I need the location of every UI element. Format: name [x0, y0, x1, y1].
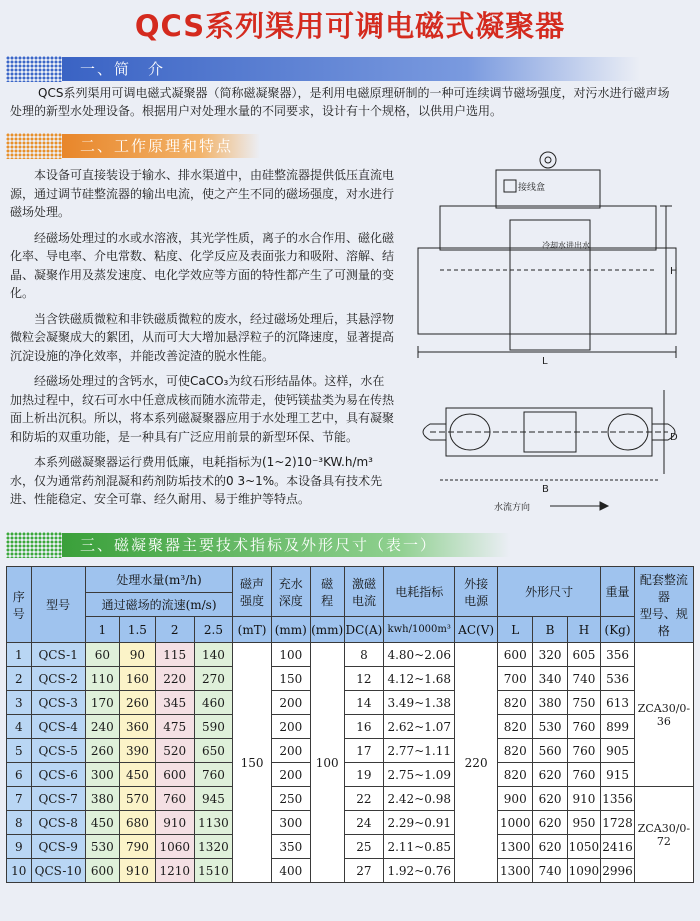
th-capacity: 处理水量(m³/h)	[85, 567, 233, 593]
cell-weight: 613	[601, 691, 635, 715]
cell-b: 560	[533, 739, 567, 763]
cell-power: 4.80~2.06	[384, 643, 455, 667]
intro-text: QCS系列渠用可调电磁式凝聚器（简称磁凝聚器），是利用电磁原理研制的一种可连续调节磁场强度，对污水进行磁声场处理的新型水处理设备。根据用户对处理水量的不同要求，设计有十个规格，以供用户选用。	[10, 86, 670, 118]
cell-q2: 760	[155, 787, 194, 811]
cell-depth: 350	[271, 835, 310, 859]
cell-h: 760	[567, 763, 601, 787]
cell-q25: 140	[194, 643, 233, 667]
th-velocity: 通过磁场的流速(m/s)	[85, 593, 233, 617]
cell-l: 900	[498, 787, 533, 811]
junction-box-label: 接线盒	[518, 183, 546, 193]
th-v2: 2	[155, 617, 194, 643]
cell-q15: 90	[119, 643, 155, 667]
cell-model: QCS-3	[31, 691, 85, 715]
dim-b-label: B	[542, 484, 549, 495]
cell-q2: 220	[155, 667, 194, 691]
cell-model: QCS-10	[31, 859, 85, 883]
cell-weight: 1728	[601, 811, 635, 835]
cell-b: 620	[533, 811, 567, 835]
cell-depth: 100	[271, 643, 310, 667]
cell-power: 3.49~1.38	[384, 691, 455, 715]
principle-paragraph: 经磁场处理过的水或水溶液，其光学性质，离子的水合作用、磁化磁化率、导电率、介电常数、粘度、化学反应及表面张力和吸附、溶解、结晶、凝聚作用及蒸发速度、电化学效应等方面的特性都产生了可测量的变化。	[10, 230, 395, 300]
cell-h: 910	[567, 787, 601, 811]
th-supply: 外接 电源	[455, 567, 498, 617]
cell-dc: 24	[344, 811, 384, 835]
cell-q1: 530	[85, 835, 119, 859]
cell-b: 620	[533, 787, 567, 811]
dim-d-label: D	[670, 432, 678, 443]
cell-no: 9	[7, 835, 32, 859]
top-housing	[496, 170, 600, 208]
th-dims: 外形尺寸	[498, 567, 601, 617]
cell-q1: 60	[85, 643, 119, 667]
section-heading-specs-label: 三、磁凝聚器主要技术指标及外形尺寸（表一）	[62, 533, 510, 557]
spec-table	[6, 566, 694, 883]
cell-h: 740	[567, 667, 601, 691]
cell-model: QCS-9	[31, 835, 85, 859]
cell-q15: 570	[119, 787, 155, 811]
cell-model: QCS-6	[31, 763, 85, 787]
cell-q25: 650	[194, 739, 233, 763]
th-depth: 充水 深度	[271, 567, 310, 617]
cell-no: 8	[7, 811, 32, 835]
th-power-unit: kwh/1000m³	[384, 617, 455, 643]
th-v1: 1	[85, 617, 119, 643]
cell-b: 740	[533, 859, 567, 883]
section-heading-intro	[6, 56, 640, 82]
cell-no: 10	[7, 859, 32, 883]
cell-model: QCS-5	[31, 739, 85, 763]
th-field: 磁声 强度	[233, 567, 271, 617]
cell-b: 620	[533, 835, 567, 859]
table-row	[7, 715, 694, 739]
cell-q25: 945	[194, 787, 233, 811]
cell-depth: 250	[271, 787, 310, 811]
th-no: 序号	[7, 567, 32, 643]
cell-q2: 475	[155, 715, 194, 739]
lifting-ring-inner	[545, 157, 551, 163]
cell-b: 340	[533, 667, 567, 691]
cell-b: 620	[533, 763, 567, 787]
cell-q25: 1320	[194, 835, 233, 859]
cell-field-strength: 150	[233, 643, 271, 883]
cell-q25: 270	[194, 667, 233, 691]
dim-l-label: L	[542, 356, 548, 367]
cell-q25: 460	[194, 691, 233, 715]
th-dh: H	[567, 617, 601, 643]
lifting-ring	[540, 152, 556, 168]
th-range-unit: (mm)	[310, 617, 344, 643]
page-title: QCS系列渠用可调电磁式凝聚器	[134, 9, 566, 43]
cell-weight: 2416	[601, 835, 635, 859]
cell-q25: 760	[194, 763, 233, 787]
cell-q15: 160	[119, 667, 155, 691]
dim-h-label: H	[670, 266, 678, 277]
cell-power: 2.75~1.09	[384, 763, 455, 787]
cell-h: 760	[567, 715, 601, 739]
th-supply-unit: AC(V)	[455, 617, 498, 643]
cell-depth: 150	[271, 667, 310, 691]
cell-h: 1090	[567, 859, 601, 883]
cell-dc: 8	[344, 643, 384, 667]
th-weight-unit: (Kg)	[601, 617, 635, 643]
cell-weight: 2996	[601, 859, 635, 883]
cell-power: 2.11~0.85	[384, 835, 455, 859]
cell-q15: 390	[119, 739, 155, 763]
cell-q2: 910	[155, 811, 194, 835]
cell-weight: 1356	[601, 787, 635, 811]
dot-grid-decoration	[6, 532, 62, 558]
cell-rectifier-1: ZCA30/0-36	[634, 643, 693, 787]
dot-grid-decoration	[6, 133, 62, 159]
table-row	[7, 859, 694, 883]
cell-h: 760	[567, 739, 601, 763]
cell-dc: 25	[344, 835, 384, 859]
cell-weight: 899	[601, 715, 635, 739]
cell-q1: 600	[85, 859, 119, 883]
section-heading-principle-label: 二、工作原理和特点	[62, 134, 260, 158]
cell-no: 6	[7, 763, 32, 787]
cell-weight: 905	[601, 739, 635, 763]
cell-h: 605	[567, 643, 601, 667]
section-heading-specs	[6, 532, 510, 558]
cell-weight: 356	[601, 643, 635, 667]
cell-depth: 400	[271, 859, 310, 883]
th-v15: 1.5	[119, 617, 155, 643]
cell-power: 4.12~1.68	[384, 667, 455, 691]
th-weight: 重量	[601, 567, 635, 617]
cell-q15: 680	[119, 811, 155, 835]
th-excitation: 激磁 电流	[344, 567, 384, 617]
cell-model: QCS-7	[31, 787, 85, 811]
cell-q2: 1060	[155, 835, 194, 859]
cell-weight: 536	[601, 667, 635, 691]
cell-q15: 790	[119, 835, 155, 859]
cell-model: QCS-4	[31, 715, 85, 739]
cell-l: 1300	[498, 859, 533, 883]
th-exc-unit: DC(A)	[344, 617, 384, 643]
principle-paragraph: 当含铁磁质微粒和非铁磁质微粒的废水，经过磁场处理后，其悬浮物微粒会凝聚成大的絮团，从而可大大增加悬浮粒子的沉降速度，显著提高沉淀设施的净化效率，并能改善淀渣的脱水性能。	[10, 311, 395, 363]
principle-paragraph: 本设备可直接装设于输水、排水渠道中，由硅整流器提供低压直流电源，通过调节硅整流器的输出电流，使之产生不同的磁场强度，对水进行磁场处理。	[10, 168, 395, 219]
cell-dc: 22	[344, 787, 384, 811]
th-rectifier: 配套整流器 型号、规格	[634, 567, 693, 643]
cell-q2: 115	[155, 643, 194, 667]
cell-q1: 240	[85, 715, 119, 739]
cell-q15: 260	[119, 691, 155, 715]
cooling-water-label: 冷却水进出水	[542, 241, 590, 250]
cell-dc: 27	[344, 859, 384, 883]
cell-dc: 17	[344, 739, 384, 763]
cell-q2: 520	[155, 739, 194, 763]
cell-weight: 915	[601, 763, 635, 787]
technical-drawing-svg	[410, 150, 692, 520]
cell-no: 7	[7, 787, 32, 811]
cell-q1: 110	[85, 667, 119, 691]
cell-model: QCS-8	[31, 811, 85, 835]
principle-paragraph: 经磁场处理过的含钙水，可使CaCO₃为纹石形结晶体。这样，水在加热过程中，纹石可水中任意成核而随水流带走，使钙镁盐类为易在传热面上析出沉积。所以，将本系列磁凝聚器应用于水处理工艺中，具有凝聚和防垢的双重功能，是一种具有广泛应用前景的新型环保、节能。	[10, 374, 395, 444]
cell-l: 1300	[498, 835, 533, 859]
cell-b: 380	[533, 691, 567, 715]
table-row	[7, 835, 694, 859]
section-heading-principle	[6, 133, 260, 159]
cell-depth: 200	[271, 691, 310, 715]
table-row	[7, 763, 694, 787]
cell-no: 5	[7, 739, 32, 763]
th-field-unit: (mT)	[233, 617, 271, 643]
cell-l: 820	[498, 715, 533, 739]
cell-l: 600	[498, 643, 533, 667]
cell-q15: 910	[119, 859, 155, 883]
cell-q2: 600	[155, 763, 194, 787]
cell-h: 750	[567, 691, 601, 715]
cell-l: 1000	[498, 811, 533, 835]
cell-power: 2.62~1.07	[384, 715, 455, 739]
principle-paragraph: 本系列磁凝聚器运行费用低廉，电耗指标为(1~2)10⁻³KW.h/m³水，仅为通常药剂混凝和药剂防垢技术的0 3~1%。本设备具有技术先进、性能稳定、安全可靠、经久耐用、易于维护等特点。	[10, 455, 383, 506]
table-row	[7, 739, 694, 763]
cell-ac-supply: 220	[455, 643, 498, 883]
cell-q2: 1210	[155, 859, 194, 883]
th-dl: L	[498, 617, 533, 643]
junction-box-mark	[504, 180, 516, 192]
cell-depth: 200	[271, 715, 310, 739]
th-depth-unit: (mm)	[271, 617, 310, 643]
cell-power: 2.29~0.91	[384, 811, 455, 835]
principle-text	[10, 166, 395, 509]
cell-no: 4	[7, 715, 32, 739]
cell-depth: 200	[271, 739, 310, 763]
cell-rectifier-2: ZCA30/0-72	[634, 787, 693, 883]
cell-no: 1	[7, 643, 32, 667]
cell-dc: 16	[344, 715, 384, 739]
cell-b: 530	[533, 715, 567, 739]
cell-dc: 14	[344, 691, 384, 715]
table-row	[7, 811, 694, 835]
cell-q15: 360	[119, 715, 155, 739]
cell-l: 820	[498, 739, 533, 763]
cell-q2: 345	[155, 691, 194, 715]
cell-power: 2.77~1.11	[384, 739, 455, 763]
cell-q1: 450	[85, 811, 119, 835]
cell-l: 700	[498, 667, 533, 691]
cell-q15: 450	[119, 763, 155, 787]
coil-core	[510, 220, 590, 350]
cell-power: 1.92~0.76	[384, 859, 455, 883]
cell-q25: 1130	[194, 811, 233, 835]
cell-q1: 300	[85, 763, 119, 787]
dot-grid-decoration	[6, 56, 62, 82]
cell-power: 2.42~0.98	[384, 787, 455, 811]
flow-direction-label: 水流方向	[494, 503, 531, 513]
table-row	[7, 787, 694, 811]
cell-q1: 260	[85, 739, 119, 763]
th-v25: 2.5	[194, 617, 233, 643]
cell-no: 3	[7, 691, 32, 715]
cell-l: 820	[498, 763, 533, 787]
cell-q1: 170	[85, 691, 119, 715]
table-row	[7, 643, 694, 667]
cell-dc: 19	[344, 763, 384, 787]
technical-drawing	[410, 150, 692, 520]
cell-h: 950	[567, 811, 601, 835]
cell-model: QCS-2	[31, 667, 85, 691]
cell-depth: 300	[271, 811, 310, 835]
cell-model: QCS-1	[31, 643, 85, 667]
cell-magnet-range: 100	[310, 643, 344, 883]
th-range: 磁 程	[310, 567, 344, 617]
spec-table-body	[7, 643, 694, 883]
cell-q25: 590	[194, 715, 233, 739]
cell-q25: 1510	[194, 859, 233, 883]
lower-body	[418, 248, 676, 334]
table-row	[7, 667, 694, 691]
flow-arrow-head	[600, 502, 608, 510]
cell-q1: 380	[85, 787, 119, 811]
cell-depth: 200	[271, 763, 310, 787]
th-power: 电耗指标	[384, 567, 455, 617]
cell-b: 320	[533, 643, 567, 667]
cell-no: 2	[7, 667, 32, 691]
cell-dc: 12	[344, 667, 384, 691]
th-db: B	[533, 617, 567, 643]
th-model: 型号	[31, 567, 85, 643]
cell-h: 1050	[567, 835, 601, 859]
table-row	[7, 691, 694, 715]
section-heading-intro-label: 一、简 介	[62, 57, 640, 81]
cell-l: 820	[498, 691, 533, 715]
